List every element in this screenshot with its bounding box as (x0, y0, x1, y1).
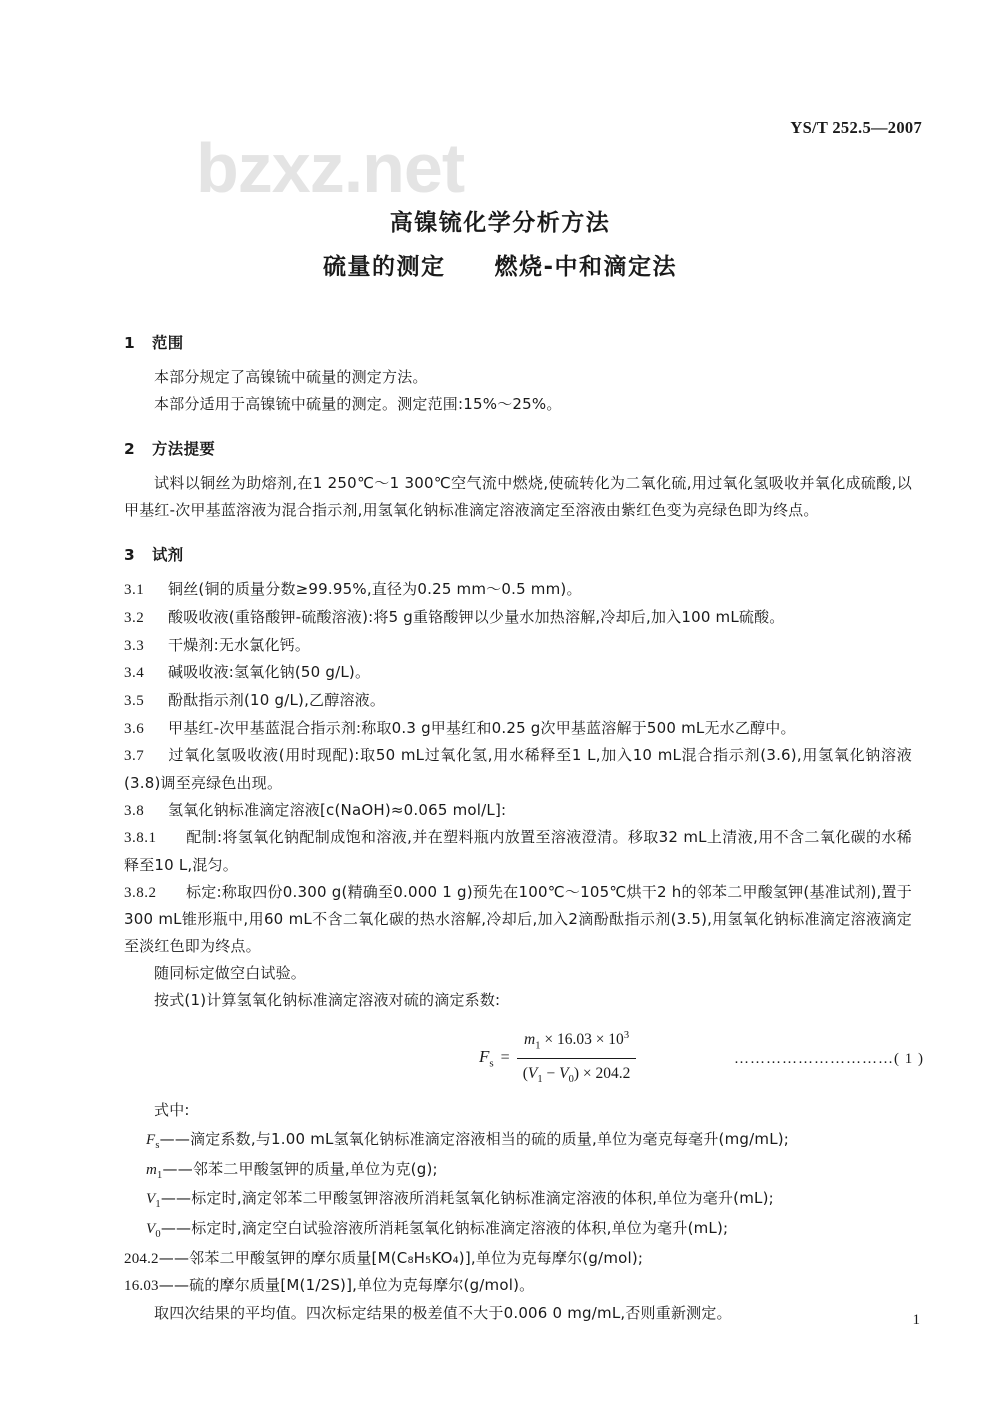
definition-text: ——滴定系数,与1.00 mL氢氧化钠标准滴定溶液相当的硫的质量,单位为毫克每毫升(mg/mL); (159, 1129, 790, 1148)
section-title-2: 方法提要 (152, 439, 216, 458)
section-heading-2 (124, 436, 912, 462)
definition-symbol-sub: s (155, 1139, 160, 1151)
definition-symbol (124, 1131, 160, 1151)
watermark-bzxz: bzxz.net (196, 129, 465, 207)
formula-fraction (517, 1027, 637, 1088)
reagent-text: 过氧化氢吸收液(用时现配):取50 mL过氧化氢,用水稀释至1 L,加入10 mL混合指示剂(3.6),用氢氧化钠溶液(3.8)调至亮绿色出现。 (124, 746, 912, 793)
final-paragraph: 取四次结果的平均值。四次标定结果的极差值不大于0.006 0 mg/mL,否则重新测定。 (154, 1304, 732, 1323)
formula-lhs-symbol: F (479, 1047, 490, 1067)
page-title: 高镍锍化学分析方法 (389, 210, 611, 236)
reagent-text: 酚酞指示剂(10 g/L),乙醇溶液。 (168, 690, 386, 709)
formula-denom-v0-sub: 0 (568, 1073, 574, 1085)
formula-numerator-rest: × 16.03 × 10 (544, 1031, 624, 1049)
definition-item (124, 1245, 912, 1273)
definition-symbol (124, 1191, 161, 1211)
formula-denom-minus: − (546, 1064, 556, 1082)
definition-symbol-base: V (146, 1220, 156, 1237)
section-number-1: 1 (124, 334, 136, 352)
section-number-3: 3 (124, 545, 136, 564)
definition-symbol-base: V (146, 1191, 156, 1208)
section-title-3: 试剂 (152, 545, 184, 564)
reagent-label: 3.3 (124, 637, 145, 654)
section-heading-1 (124, 330, 912, 356)
document-body (124, 330, 924, 1327)
standard-code-header: YS/T 252.5—2007 (790, 118, 922, 137)
section-2-paragraph-1: 试料以铜丝为助熔剂,在1 250℃～1 300℃空气流中燃烧,使硫转化为二氧化硫,用过氧化氢吸收并氧化成硫酸,以甲基红-次甲基蓝溶液为混合指示剂,用氢氧化钠标准滴定溶液滴定至溶液由紫红色变为亮绿色即为终点。 (124, 474, 912, 520)
reagent-label: 3.4 (124, 665, 145, 682)
calc-intro-paragraph: 按式(1)计算氢氧化钠标准滴定溶液对硫的滴定系数: (154, 990, 501, 1009)
definition-text: ——邻苯二甲酸氢钾的质量,单位为克(g); (162, 1159, 438, 1178)
reagent-label: 3.1 (124, 582, 145, 599)
definition-item (124, 1156, 912, 1186)
definition-symbol (124, 1161, 163, 1181)
reagent-text: 铜丝(铜的质量分数≥99.95%,直径为0.25 mm～0.5 mm)。 (168, 580, 582, 599)
definition-symbol-base: F (146, 1131, 156, 1148)
reagent-item (124, 879, 912, 960)
definition-symbol (124, 1220, 161, 1240)
reagent-label: 3.8 (124, 802, 145, 819)
reagent-item (124, 687, 912, 715)
section-heading-3 (124, 542, 912, 568)
where-intro: 式中: (154, 1101, 190, 1120)
definition-item (124, 1126, 912, 1156)
reagent-label: 3.6 (124, 720, 145, 737)
titration-factor-formula (479, 1027, 636, 1088)
formula-numerator-sub: 1 (535, 1040, 541, 1052)
definition-item (124, 1215, 912, 1245)
reagent-text: 氢氧化钠标准滴定溶液[c(NaOH)≈0.065 mol/L]: (168, 800, 507, 819)
formula-numerator-sup: 3 (623, 1030, 630, 1042)
reagent-label: 3.8.2 (124, 884, 157, 901)
section-1-paragraph-2: 本部分适用于高镍锍中硫量的测定。测定范围:15%～25%。 (154, 395, 562, 414)
reagent-label: 3.7 (124, 748, 145, 765)
reagent-text: 甲基红-次甲基蓝混合指示剂:称取0.3 g甲基红和0.25 g次甲基蓝溶解于500 mL无水乙醇中。 (168, 718, 796, 737)
formula-numerator (517, 1027, 637, 1058)
title-block (0, 206, 1000, 284)
formula-denom-rest: × 204.2 (582, 1064, 631, 1082)
reagent-text: 配制:将氢氧化钠配制成饱和溶液,并在塑料瓶内放置至溶液澄清。移取32 mL上清液,用不含二氧化碳的水稀释至10 L,混匀。 (124, 828, 912, 875)
formula-denom-v1-sub: 1 (537, 1073, 543, 1085)
definition-list (124, 1126, 912, 1300)
reagent-text: 碱吸收液:氢氧化钠(50 g/L)。 (168, 663, 371, 682)
formula-lhs-subscript: s (489, 1057, 494, 1070)
reagent-item (124, 797, 912, 825)
blank-test-paragraph: 随同标定做空白试验。 (154, 963, 307, 982)
definition-symbol-base: m (146, 1161, 158, 1178)
formula-equals: = (500, 1049, 510, 1067)
formula-number (734, 1047, 924, 1073)
reagent-text: 干燥剂:无水氯化钙。 (168, 635, 311, 654)
formula-leader-dots: ………………………… (734, 1051, 894, 1068)
reagent-item (124, 659, 912, 687)
formula-index: ( 1 ) (894, 1051, 924, 1068)
formula-numerator-var: m (524, 1031, 536, 1049)
page-subtitle: 硫量的测定 燃烧-中和滴定法 (322, 253, 678, 280)
section-title-1: 范围 (152, 334, 184, 352)
definition-text: ——标定时,滴定空白试验溶液所消耗氢氧化钠标准滴定溶液的体积,单位为毫升(mL); (160, 1218, 729, 1237)
definition-symbol-sub: 1 (157, 1169, 163, 1181)
definition-text: ——硫的摩尔质量[M(1/2S)],单位为克每摩尔(g/mol)。 (158, 1276, 535, 1295)
formula-denom-v1: V (527, 1064, 538, 1082)
reagent-item (124, 576, 912, 604)
definition-symbol: 204.2 (124, 1250, 159, 1267)
definition-text: ——邻苯二甲酸氢钾的摩尔质量[M(C₈H₅KO₄)],单位为克每摩尔(g/mol); (158, 1248, 644, 1267)
reagent-text: 标定:称取四份0.300 g(精确至0.000 1 g)预先在100℃～105℃烘干2 h的邻苯二甲酸氢钾(基准试剂),置于300 mL锥形瓶中,用60 mL不含二氧化碳的热水溶解,冷却后,加入2滴酚酞指示剂(3.5),用氢氧化钠标准滴定溶液滴定至淡红色即为终点。 (124, 882, 912, 956)
definition-text: ——标定时,滴定邻苯二甲酸氢钾溶液所消耗氢氧化钠标准滴定溶液的体积,单位为毫升(mL); (160, 1189, 774, 1208)
reagent-item (124, 632, 912, 660)
definition-symbol-sub: 0 (155, 1228, 161, 1240)
formula-denom-v0: V (559, 1064, 569, 1082)
reagent-item (124, 604, 912, 632)
definition-symbol-sub: 1 (155, 1199, 161, 1211)
reagent-text: 酸吸收液(重铬酸钾-硫酸溶液):将5 g重铬酸钾以少量水加热溶解,冷却后,加入100 mL硫酸。 (168, 607, 785, 626)
section-1-paragraph-1: 本部分规定了高镍锍中硫量的测定方法。 (154, 368, 428, 387)
reagent-item (124, 715, 912, 743)
reagent-label: 3.8.1 (124, 830, 157, 847)
formula-row (124, 1025, 924, 1087)
definition-item (124, 1272, 912, 1300)
formula-lhs (479, 1042, 499, 1073)
reagent-item (124, 742, 912, 796)
reagent-item (124, 824, 912, 878)
page-number: 1 (912, 1312, 920, 1328)
reagent-label: 3.2 (124, 609, 145, 626)
formula-denominator: $(V_1 - V_0) \times 204.2$ (522, 1064, 631, 1085)
definition-item (124, 1185, 912, 1215)
reagent-label: 3.5 (124, 692, 145, 709)
section-number-2: 2 (124, 439, 136, 458)
definition-symbol: 16.03 (124, 1278, 159, 1295)
